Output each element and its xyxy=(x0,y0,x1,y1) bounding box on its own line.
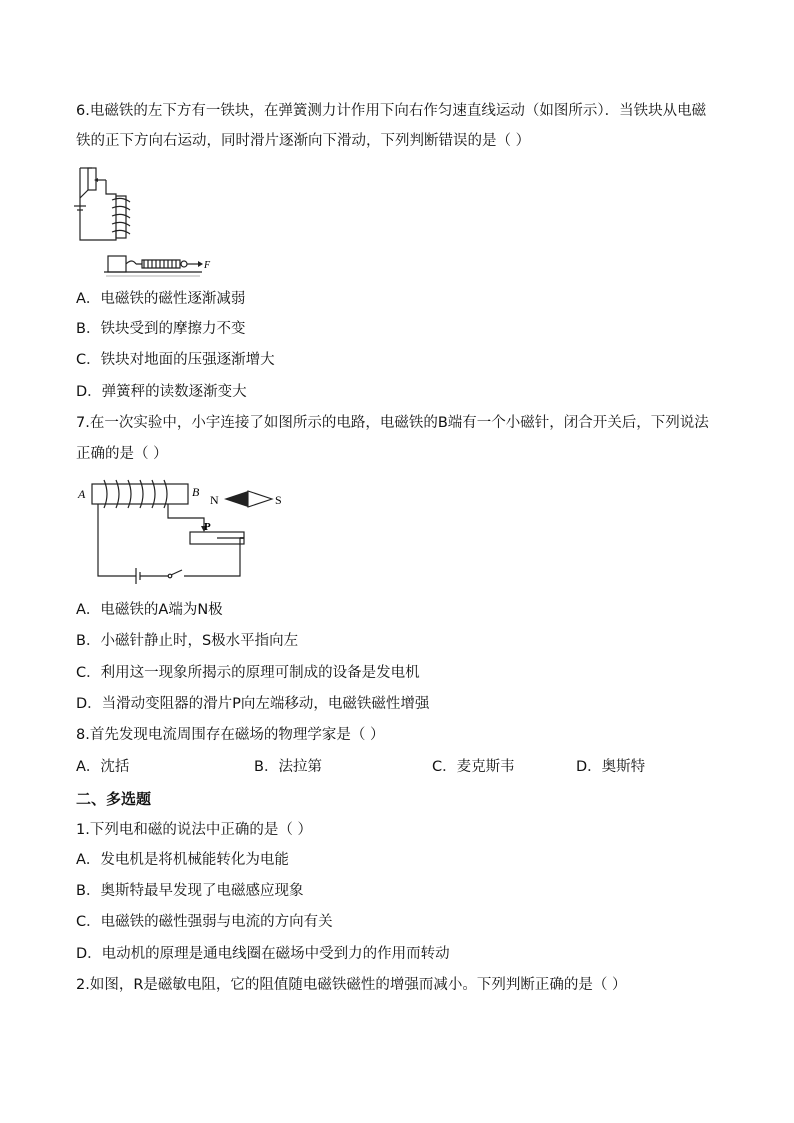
q6-stem-line2: 铁的正下方向右运动，同时滑片逐渐向下滑动，下列判断错误的是（ ） xyxy=(76,133,531,149)
label-B: B xyxy=(192,485,200,499)
q6-option-b[interactable]: B．铁块受到的摩擦力不变 xyxy=(76,321,246,337)
m1-option-a[interactable]: A．发电机是将机械能转化为电能 xyxy=(76,852,289,868)
section-title: 二、多选题 xyxy=(76,790,152,808)
q6-circuit-figure xyxy=(70,160,220,280)
q6-option-d[interactable]: D．弹簧秤的读数逐渐变大 xyxy=(76,384,247,400)
q7-stem-line2: 正确的是（ ） xyxy=(76,446,168,462)
label-S: S xyxy=(275,493,282,507)
label-F: F xyxy=(204,260,211,271)
q7-option-b[interactable]: B．小磁针静止时，S极水平指向左 xyxy=(76,633,299,649)
m2-stem: 2.如图，R是磁敏电阻，它的阻值随电磁铁磁性的增强而减小。下列判断正确的是（ ） xyxy=(76,977,627,993)
label-A: A xyxy=(78,487,86,501)
q8-option-c[interactable]: C．麦克斯韦 xyxy=(432,759,515,775)
m1-option-c[interactable]: C．电磁铁的磁性强弱与电流的方向有关 xyxy=(76,914,333,930)
q6-stem-line1: 6.电磁铁的左下方有一铁块，在弹簧测力计作用下向右作匀速直线运动（如图所示）．当铁块从电磁 xyxy=(76,103,707,119)
m1-stem: 1.下列电和磁的说法中正确的是（ ） xyxy=(76,822,312,838)
q7-stem-line1: 7.在一次实验中，小宇连接了如图所示的电路，电磁铁的B端有一个小磁针，闭合开关后，下列说法 xyxy=(76,415,709,431)
q7-option-d[interactable]: D．当滑动变阻器的滑片P向左端移动，电磁铁磁性增强 xyxy=(76,696,430,712)
q8-option-a[interactable]: A．沈括 xyxy=(76,759,130,775)
q8-option-d[interactable]: D．奥斯特 xyxy=(576,759,646,775)
m1-option-d[interactable]: D．电动机的原理是通电线圈在磁场中受到力的作用而转动 xyxy=(76,946,450,962)
m1-option-b[interactable]: B．奥斯特最早发现了电磁感应现象 xyxy=(76,883,304,899)
q6-option-c[interactable]: C．铁块对地面的压强逐渐增大 xyxy=(76,352,275,368)
q8-option-b[interactable]: B．法拉第 xyxy=(254,759,322,775)
label-N: N xyxy=(210,493,219,507)
q7-option-c[interactable]: C．利用这一现象所揭示的原理可制成的设备是发电机 xyxy=(76,665,420,681)
q7-option-a[interactable]: A．电磁铁的A端为N极 xyxy=(76,602,223,618)
q6-option-a[interactable]: A．电磁铁的磁性逐渐减弱 xyxy=(76,291,246,307)
q8-stem: 8.首先发现电流周围存在磁场的物理学家是（ ） xyxy=(76,727,385,743)
q7-circuit-figure xyxy=(72,476,292,584)
label-P: P xyxy=(204,521,211,533)
